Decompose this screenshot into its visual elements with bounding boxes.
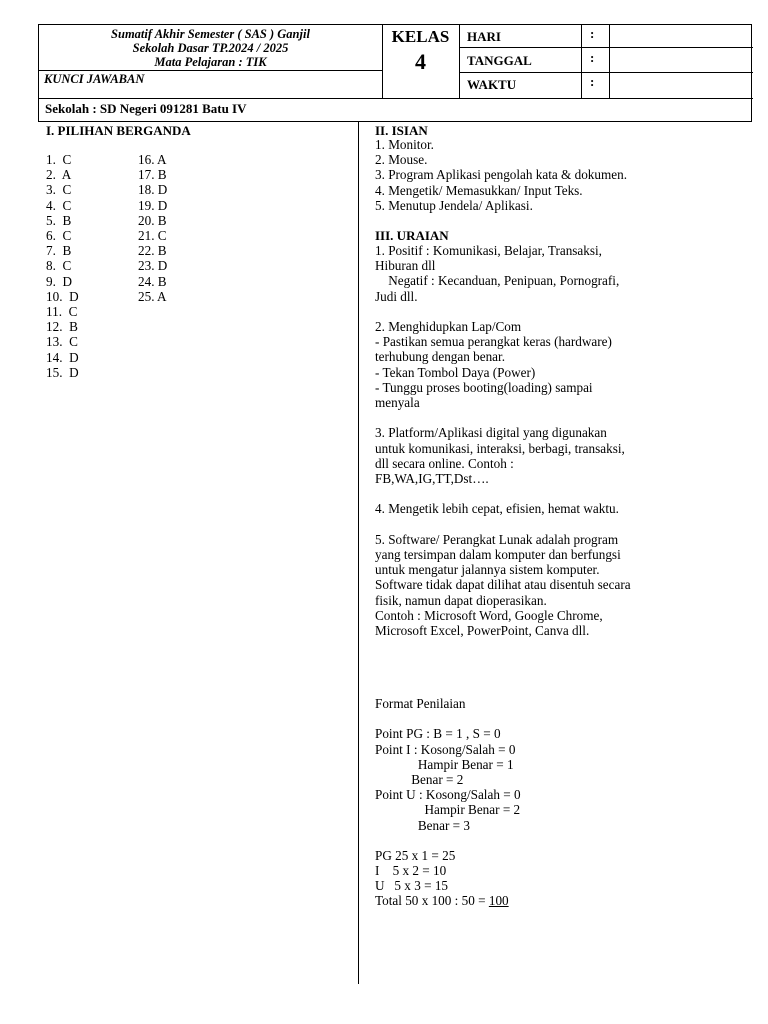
- format-line: Hampir Benar = 1: [375, 756, 514, 772]
- header-line-sekolah: [39, 98, 753, 99]
- uraian-line: untuk komunikasi, interaksi, berbagi, transaksi,: [375, 440, 625, 456]
- uraian-line: [375, 304, 631, 319]
- header-divider-value: [609, 25, 610, 98]
- answer-item: 3. C: [46, 182, 72, 198]
- format-line: PG 25 x 1 = 25: [375, 848, 456, 864]
- uraian-answers: [375, 243, 631, 638]
- uraian-line: - Tekan Tombol Daya (Power): [375, 364, 536, 380]
- answer-item: 12. B: [46, 319, 78, 335]
- header-table: [38, 24, 752, 122]
- header-divider-labels: [459, 25, 460, 98]
- title-line1: Sumatif Akhir Semester ( SAS ) Ganjil: [111, 27, 310, 41]
- hari-label: HARI: [467, 29, 501, 44]
- answer-item: 7. B: [46, 243, 72, 259]
- answers-column-2: [138, 152, 167, 304]
- answer-item: 15. D: [46, 364, 79, 380]
- hari-colon: :: [590, 26, 595, 41]
- uraian-line: [375, 486, 631, 501]
- waktu-label: WAKTU: [467, 77, 517, 92]
- answer-item: 9. D: [46, 273, 73, 289]
- answer-item: 8. C: [46, 258, 72, 274]
- uraian-line: menyala: [375, 395, 420, 411]
- uraian-line: 2. Menghidupkan Lap/Com: [375, 319, 522, 335]
- total-prefix: Total 50 x 100 : 50 =: [375, 893, 489, 908]
- uraian-line: dll secara online. Contoh :: [375, 455, 514, 471]
- uraian-line: Hiburan dll: [375, 258, 436, 274]
- format-line: Benar = 3: [375, 817, 470, 833]
- uraian-line: 1. Positif : Komunikasi, Belajar, Transaksi,: [375, 243, 602, 258]
- answer-item: 5. B: [46, 212, 72, 228]
- uraian-line: Microsoft Excel, PowerPoint, Canva dll.: [375, 623, 590, 639]
- title-line2: Sekolah Dasar TP.2024 / 2025: [132, 41, 289, 55]
- total-value: 100: [488, 893, 509, 908]
- isian-line: 4. Mengetik/ Memasukkan/ Input Teks.: [375, 182, 583, 198]
- uraian-line: [375, 410, 631, 425]
- total-line: [375, 893, 509, 908]
- waktu-colon: :: [590, 74, 595, 89]
- answer-item: 19. D: [138, 197, 168, 213]
- answer-item: 4. C: [46, 197, 72, 213]
- uraian-line: fisik, namun dapat dioperasikan.: [375, 592, 547, 608]
- uraian-line: Software tidak dapat dilihat atau disentuh secara: [375, 577, 631, 593]
- uraian-line: terhubung dengan benar.: [375, 349, 506, 365]
- pilihan-berganda-title: I. PILIHAN BERGANDA: [46, 123, 191, 138]
- format-line: Point I : Kosong/Salah = 0: [375, 741, 516, 757]
- isian-line: 3. Program Aplikasi pengolah kata & dokumen.: [375, 167, 627, 183]
- answer-item: 23. D: [138, 258, 168, 274]
- format-line: [375, 711, 521, 726]
- format-line: [375, 833, 521, 848]
- uraian-title: III. URAIAN: [375, 228, 449, 243]
- isian-line: 1. Monitor.: [375, 137, 434, 152]
- answer-item: 1. C: [46, 152, 72, 167]
- answer-item: 22. B: [138, 243, 167, 259]
- header-line-hari: [459, 47, 753, 48]
- answer-item: 14. D: [46, 349, 79, 365]
- isian-line: 5. Menutup Jendela/ Aplikasi.: [375, 197, 533, 213]
- answers-column-1: [46, 152, 79, 380]
- uraian-line: - Pastikan semua perangkat keras (hardware): [375, 334, 612, 350]
- kelas-label: KELAS: [391, 27, 450, 46]
- answer-item: 6. C: [46, 228, 72, 244]
- answer-item: 20. B: [138, 212, 167, 228]
- tanggal-label: TANGGAL: [467, 53, 532, 68]
- tanggal-colon: :: [590, 50, 595, 65]
- uraian-line: yang tersimpan dalam komputer dan berfungsi: [375, 547, 621, 563]
- answer-item: 2. A: [46, 167, 72, 183]
- sekolah-line: Sekolah : SD Negeri 091281 Batu IV: [45, 101, 247, 116]
- answer-item: 18. D: [138, 182, 168, 198]
- format-line: I 5 x 2 = 10: [375, 863, 447, 879]
- format-line: U 5 x 3 = 15: [375, 878, 449, 894]
- answer-item: 17. B: [138, 167, 167, 183]
- uraian-line: 5. Software/ Perangkat Lunak adalah program: [375, 531, 619, 547]
- uraian-line: untuk mengatur jalannya sistem komputer.: [375, 562, 600, 578]
- header-line-title: [39, 70, 382, 71]
- uraian-line: - Tunggu proses booting(loading) sampai: [375, 379, 593, 395]
- answer-item: 24. B: [138, 273, 167, 289]
- isian-line: 2. Mouse.: [375, 152, 428, 168]
- format-line: Hampir Benar = 2: [375, 802, 521, 818]
- uraian-line: FB,WA,IG,TT,Dst….: [375, 471, 489, 487]
- answer-item: 16. A: [138, 152, 167, 167]
- header-divider-colon: [581, 25, 582, 98]
- column-divider: [358, 122, 359, 984]
- uraian-line: 3. Platform/Aplikasi digital yang digunakan: [375, 425, 607, 441]
- title-line3: Mata Pelajaran : TIK: [154, 55, 267, 69]
- format-line: Point PG : B = 1 , S = 0: [375, 726, 501, 742]
- uraian-line: Negatif : Kecanduan, Penipuan, Pornografi,: [375, 273, 620, 289]
- uraian-line: Judi dll.: [375, 288, 418, 304]
- answer-item: 11. C: [46, 304, 78, 320]
- answer-item: 13. C: [46, 334, 78, 350]
- uraian-line: Contoh : Microsoft Word, Google Chrome,: [375, 607, 603, 623]
- format-line: Benar = 2: [375, 772, 464, 788]
- uraian-line: [375, 517, 631, 532]
- header-line-tanggal: [459, 72, 753, 73]
- uraian-line: 4. Mengetik lebih cepat, efisien, hemat waktu.: [375, 501, 619, 517]
- answer-item: 10. D: [46, 288, 79, 304]
- isian-title: II. ISIAN: [375, 123, 428, 138]
- format-penilaian: [375, 696, 521, 894]
- format-line: Format Penilaian: [375, 696, 466, 711]
- kelas-value: 4: [415, 49, 426, 74]
- answer-item: 21. C: [138, 228, 167, 244]
- format-line: Point U : Kosong/Salah = 0: [375, 787, 521, 803]
- isian-answers: [375, 137, 627, 213]
- answer-item: 25. A: [138, 288, 167, 304]
- kunci-jawaban: KUNCI JAWABAN: [44, 72, 145, 86]
